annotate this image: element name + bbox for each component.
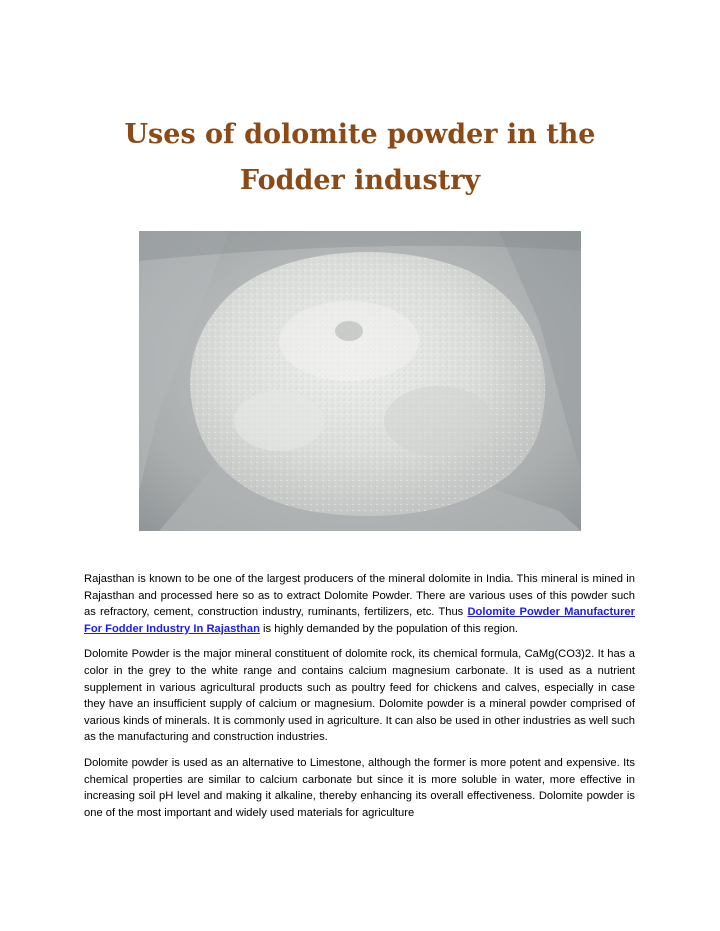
paragraph-1 — [84, 571, 635, 637]
paragraph-3: Dolomite powder is used as an alternative to Limestone, although the former is more potent and expensive. Its chemical properties are similar to calcium carbonate but since it is more soluble in water, more effective in increasing soil pH level and making it alkaline, thereby enhancing its overall effectiveness. Dolomite powder is one of the most important and widely used materials for agriculture — [84, 756, 635, 819]
page-title — [0, 112, 720, 204]
paragraph-1-text: Rajasthan is known to be one of the largest producers of the mineral dolomite in India. This mineral is mined in Rajasthan and processed here so as to extract Dolomite Powder. There are various uses of this powder such as refractory, cement, construction industry, ruminants, fertilizers, etc. Thus — [84, 573, 635, 619]
article-body — [84, 571, 635, 830]
paragraph-2: Dolomite Powder is the major mineral constituent of dolomite rock, its chemical formula, CaMg(CO3)2. It has a color in the grey to the white range and contains calcium magnesium carbonate. It is used as a nutrient supplement in various agricultural products such as poultry feed for chickens and calves, especially in case they have an insufficient supply of calcium or magnesium. Dolomite powder is a mineral powder comprised of various kinds of minerals. It is commonly used in agriculture. It can also be used in other industries as well such as the manufacturing and construction industries. — [84, 648, 635, 744]
paragraph-1-text-end: is highly demanded by the population of this region. — [259, 622, 519, 635]
page-title-line-1: Uses of dolomite powder in the — [124, 119, 596, 150]
page-title-line-2: Fodder industry — [239, 165, 481, 196]
dolomite-manufacturer-link[interactable]: Dolomite Powder Manufacturer For Fodder Industry In Rajasthan — [84, 606, 635, 635]
dolomite-powder-illustration — [139, 231, 581, 531]
dolomite-powder-photo — [139, 231, 581, 531]
